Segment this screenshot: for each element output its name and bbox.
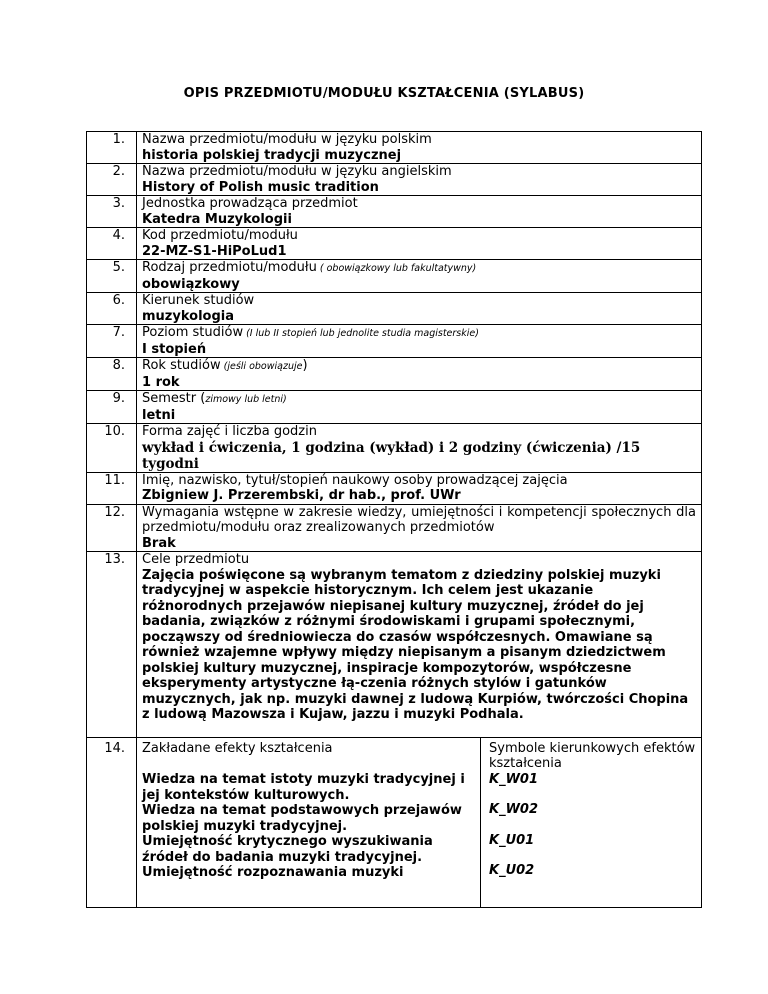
row-number: 8. (87, 358, 137, 391)
outcome-text: Umiejętność rozpoznawania muzyki (142, 865, 404, 880)
row-content (137, 164, 702, 196)
row-number: 4. (87, 228, 137, 260)
row-label: Wymagania wstępne w zakresie wiedzy, umiejętności i kompetencji społecznych dla przedmiotu/modułu oraz zrealizowanych przedmiotów (142, 504, 696, 535)
row-number: 11. (87, 472, 137, 504)
row-label-line (142, 358, 696, 375)
row-content (137, 504, 702, 552)
row-value: 22-MZ-S1-HiPoLud1 (142, 243, 287, 259)
row-note: zimowy lub letni) (205, 394, 287, 405)
row-content (137, 472, 702, 504)
outcomes-split (142, 738, 701, 907)
row-content (137, 358, 702, 391)
outcome-text: Umiejętność krytycznego wyszukiwania źródeł do badania muzyki tradycyjnej. (142, 834, 433, 865)
row-number: 2. (87, 164, 137, 196)
symbols-column (480, 738, 701, 907)
row-number: 1. (87, 132, 137, 164)
row-content (137, 737, 702, 907)
row-content (137, 391, 702, 424)
row-label: Zakładane efekty kształcenia (142, 740, 333, 756)
table-row (87, 391, 702, 424)
row-value: I stopień (142, 341, 207, 357)
page-title: OPIS PRZEDMIOTU/MODUŁU KSZTAŁCENIA (SYLABUS) (183, 86, 585, 101)
row-number: 9. (87, 391, 137, 424)
row-content (137, 325, 702, 358)
table-row (87, 472, 702, 504)
table-row (87, 260, 702, 293)
row-note: (jeśli obowiązuje (220, 361, 303, 372)
row-value: Katedra Muzykologii (142, 211, 292, 227)
row-number: 3. (87, 196, 137, 228)
row-content (137, 293, 702, 325)
row-content (137, 552, 702, 738)
row-label-line (142, 325, 696, 342)
table-row (87, 132, 702, 164)
table-row (87, 325, 702, 358)
row-label: Rok studiów (142, 358, 221, 373)
table-row (87, 552, 702, 738)
row-value: Zajęcia poświęcone są wybranym tematom z dziedziny polskiej muzyki tradycyjnej w aspekcie historycznym. Ich celem jest ukazanie różnorodnych przejawów niepisanej kultury muzycznej, źródeł do jej badania, związków z różnymi środowiskami i grupami społecznymi, począwszy od średniowiecza do czasów współczesnych. Omawiane są również wzajemne wpływy między niepisanym a pisanym dziedzictwem polskiej kultury muzycznej, inspiracje kompozytorów, współczesne eksperymenty artystyczne łą-czenia różnych stylów i gatunków muzycznych, jak np. muzyki dawnej z ludową Kurpiów, twórczości Chopina z ludową Mazowsza i Kujaw, jazzu i muzyki Podhala. (142, 567, 689, 722)
table-row (87, 164, 702, 196)
row-number: 6. (87, 293, 137, 325)
row-number: 13. (87, 552, 137, 738)
table-row (87, 424, 702, 473)
row-number: 10. (87, 424, 137, 473)
row-label-line (142, 260, 696, 277)
row-value: wykład i ćwiczenia, 1 godzina (wykład) i 2 godziny (ćwiczenia) /15 tygodni (142, 439, 641, 472)
row-label: Nazwa przedmiotu/modułu w języku polskim (142, 132, 432, 147)
row-label: Kierunek studiów (142, 293, 255, 308)
table-row (87, 196, 702, 228)
row-label: Nazwa przedmiotu/modułu w języku angielskim (142, 164, 452, 179)
row-value: 1 rok (142, 374, 180, 390)
row-value: historia polskiej tradycji muzycznej (142, 147, 402, 163)
row-value: Brak (142, 535, 176, 551)
symbols-header: Symbole kierunkowych efektów kształcenia (489, 740, 696, 771)
outcome-text: Wiedza na temat istoty muzyki tradycyjnej i jej kontekstów kulturowych. (142, 772, 465, 803)
row-value: Zbigniew J. Przerembski, dr hab., prof. UWr (142, 488, 461, 503)
syllabus-table (86, 131, 702, 908)
row-label: Poziom studiów (142, 325, 244, 340)
row-value: History of Polish music tradition (142, 179, 379, 195)
row-number: 7. (87, 325, 137, 358)
outcome-symbol: K_W02 (489, 802, 539, 817)
row-value: obowiązkowy (142, 276, 240, 292)
table-row (87, 293, 702, 325)
outcomes-column (142, 738, 480, 907)
row-content (137, 228, 702, 260)
row-note: (I lub II stopień lub jednolite studia magisterskie) (243, 328, 479, 339)
row-number: 12. (87, 504, 137, 552)
table-row (87, 504, 702, 552)
row-label-suffix: ) (302, 358, 308, 373)
row-value: muzykologia (142, 308, 234, 324)
row-value: letni (142, 407, 176, 423)
row-content (137, 196, 702, 228)
outcome-symbol: K_U02 (489, 863, 535, 878)
outcome-symbol: K_W01 (489, 771, 539, 787)
row-label: Cele przedmiotu (142, 552, 250, 567)
table-row (87, 228, 702, 260)
row-label: Semestr ( (142, 391, 206, 406)
row-number: 5. (87, 260, 137, 293)
row-content (137, 260, 702, 293)
row-content (137, 132, 702, 164)
table-row (87, 358, 702, 391)
row-label: Rodzaj przedmiotu/modułu (142, 260, 317, 275)
row-label: Imię, nazwisko, tytuł/stopień naukowy osoby prowadzącej zajęcia (142, 472, 568, 488)
row-number: 14. (87, 737, 137, 907)
table-row (87, 737, 702, 907)
row-content (137, 424, 702, 473)
row-label: Kod przedmiotu/modułu (142, 228, 298, 243)
row-note: ( obowiązkowy lub fakultatywny) (316, 263, 477, 274)
row-label: Forma zajęć i liczba godzin (142, 424, 317, 439)
outcome-symbol: K_U01 (489, 832, 535, 848)
outcome-text: Wiedza na temat podstawowych przejawów polskiej muzyki tradycyjnej. (142, 803, 462, 834)
row-label-line (142, 391, 696, 408)
row-label: Jednostka prowadząca przedmiot (142, 196, 358, 211)
